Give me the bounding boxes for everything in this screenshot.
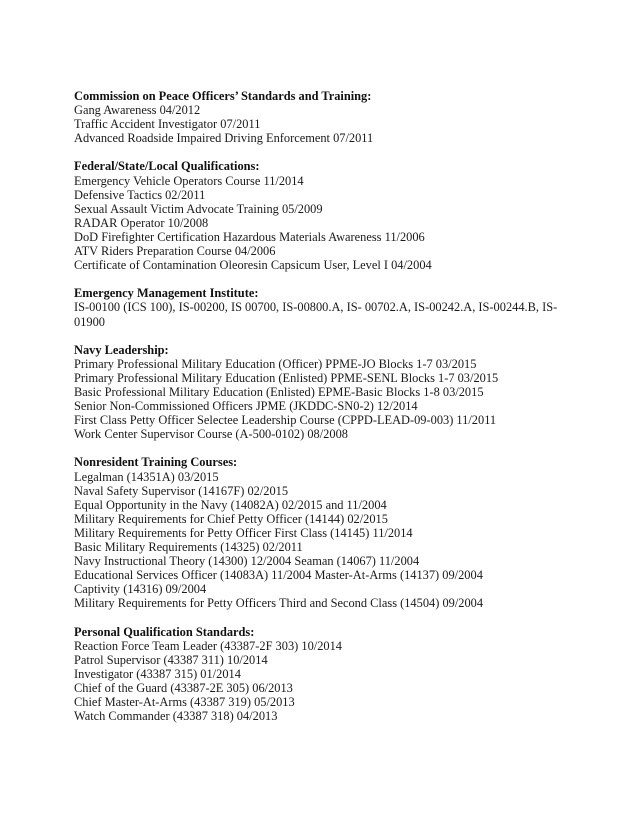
list-item: Certificate of Contamination Oleoresin Capsicum User, Level I 04/2004 xyxy=(74,258,432,273)
section-post-training xyxy=(74,89,564,145)
list-item: Senior Non-Commissioned Officers JPME (JKDDC-SN0-2) 12/2014 xyxy=(74,399,418,414)
list-item: ATV Riders Preparation Course 04/2006 xyxy=(74,244,276,259)
section-heading: Commission on Peace Officers’ Standards and Training: xyxy=(74,89,372,103)
list-item: DoD Firefighter Certification Hazardous Materials Awareness 11/2006 xyxy=(74,229,425,244)
list-item: Traffic Accident Investigator 07/2011 xyxy=(74,117,261,132)
section-heading: Nonresident Training Courses: xyxy=(74,455,238,470)
list-item: IS-00100 (ICS 100), IS-00200, IS 00700, IS-00800.A, IS- 00702.A, IS-00242.A, IS-00244.B, IS- xyxy=(74,300,558,315)
list-item: Military Requirements for Petty Officer First Class (14145) 11/2014 xyxy=(74,525,413,540)
list-item: Work Center Supervisor Course (A-500-0102) 08/2008 xyxy=(74,427,348,442)
section-heading: Emergency Management Institute: xyxy=(74,286,259,301)
list-item: First Class Petty Officer Selectee Leadership Course (CPPD-LEAD-09-003) 11/2011 xyxy=(74,413,497,428)
document-page xyxy=(74,89,564,737)
list-item: Chief Master-At-Arms (43387 319) 05/2013 xyxy=(74,695,295,710)
list-item: Primary Professional Military Education (Officer) PPME-JO Blocks 1-7 03/2015 xyxy=(74,356,477,371)
list-item: Naval Safety Supervisor (14167F) 02/2015 xyxy=(74,483,289,498)
section-navy-leadership xyxy=(74,343,564,442)
section-emergency-management xyxy=(74,286,564,328)
list-item: RADAR Operator 10/2008 xyxy=(74,215,209,230)
list-item: Basic Military Requirements (14325) 02/2011 xyxy=(74,540,303,554)
list-item: Equal Opportunity in the Navy (14082A) 02/2015 and 11/2004 xyxy=(74,497,387,512)
section-heading: Navy Leadership: xyxy=(74,342,169,357)
list-item: Educational Services Officer (14083A) 11/2004 Master-At-Arms (14137) 09/2004 xyxy=(74,568,483,583)
list-item: 01900 xyxy=(74,314,105,329)
list-item: Primary Professional Military Education (Enlisted) PPME-SENL Blocks 1-7 03/2015 xyxy=(74,370,499,385)
list-item: Emergency Vehicle Operators Course 11/2014 xyxy=(74,173,304,188)
list-item: Sexual Assault Victim Advocate Training 05/2009 xyxy=(74,201,323,216)
list-item: Captivity (14316) 09/2004 xyxy=(74,582,207,597)
list-item: Watch Commander (43387 318) 04/2013 xyxy=(74,709,278,724)
list-item: Reaction Force Team Leader (43387-2F 303) 10/2014 xyxy=(74,638,342,653)
list-item: Investigator (43387 315) 01/2014 xyxy=(74,666,241,681)
section-federal-state-local xyxy=(74,159,564,272)
section-personal-qualification xyxy=(74,625,564,724)
list-item: Advanced Roadside Impaired Driving Enforcement 07/2011 xyxy=(74,131,374,146)
list-item: Military Requirements for Petty Officers Third and Second Class (14504) 09/2004 xyxy=(74,596,484,611)
list-item: Gang Awareness 04/2012 xyxy=(74,103,201,118)
list-item: Basic Professional Military Education (Enlisted) EPME-Basic Blocks 1-8 03/2015 xyxy=(74,384,484,399)
section-nonresident-training xyxy=(74,455,564,610)
list-item: Navy Instructional Theory (14300) 12/2004 Seaman (14067) 11/2004 xyxy=(74,554,420,569)
section-heading: Personal Qualification Standards: xyxy=(74,624,255,639)
section-heading: Federal/State/Local Qualifications: xyxy=(74,159,260,174)
list-item: Patrol Supervisor (43387 311) 10/2014 xyxy=(74,652,268,667)
list-item: Legalman (14351A) 03/2015 xyxy=(74,469,219,484)
list-item: Chief of the Guard (43387-2E 305) 06/2013 xyxy=(74,680,293,695)
list-item: Defensive Tactics 02/2011 xyxy=(74,187,206,202)
list-item: Military Requirements for Chief Petty Officer (14144) 02/2015 xyxy=(74,511,388,526)
